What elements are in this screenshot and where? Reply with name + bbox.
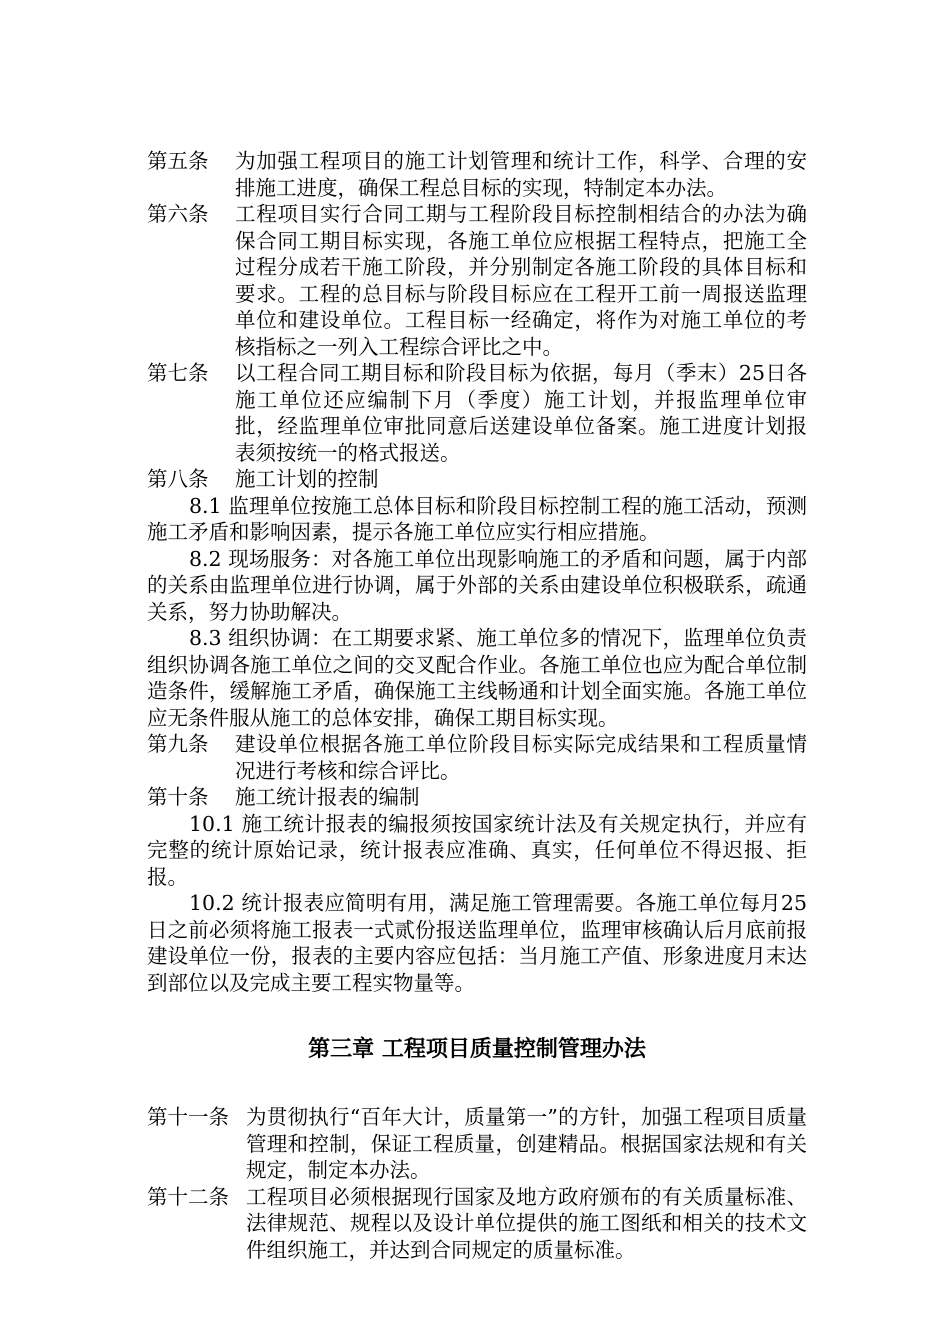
article-label: 第十一条: [147, 1105, 229, 1129]
article-9: [147, 731, 807, 784]
article-11: [147, 1104, 807, 1184]
article-label: 第九条: [147, 732, 209, 756]
article-12: [147, 1184, 807, 1264]
article-text: 建设单位根据各施工单位阶段目标实际完成结果和工程质量情况进行考核和综合评比。: [235, 732, 807, 783]
article-8: [147, 466, 807, 493]
article-5: [147, 148, 807, 201]
clause-8-1: 8.1 监理单位按施工总体目标和阶段目标控制工程的施工活动，预测施工矛盾和影响因素，提示各施工单位应实行相应措施。: [147, 493, 807, 544]
clause-8-3: 8.3 组织协调：在工期要求紧、施工单位多的情况下，监理单位负责组织协调各施工单位之间的交叉配合作业。各施工单位也应为配合单位制造条件，缓解施工矛盾，确保施工主线畅通和计划全面实施。各施工单位应无条件服从施工的总体安排，确保工期目标实现。: [147, 626, 807, 730]
clause-10-2: 10.2 统计报表应简明有用，满足施工管理需要。各施工单位每月25日之前必须将施工报表一式贰份报送监理单位，监理审核确认后月底前报建设单位一份，报表的主要内容应包括：当月施工产值、形象进度月末达到部位以及完成主要工程实物量等。: [147, 891, 807, 995]
clause-10-1: 10.1 施工统计报表的编报须按国家统计法及有关规定执行，并应有完整的统计原始记录，统计报表应准确、真实，任何单位不得迟报、拒报。: [147, 811, 807, 889]
chapter-title: 第三章 工程项目质量控制管理办法: [308, 1037, 646, 1062]
article-label: 第十条: [147, 785, 209, 809]
article-text: 以工程合同工期目标和阶段目标为依据，每月（季末）25日各施工单位还应编制下月（季度）施工计划，并报监理单位审批，经监理单位审批同意后送建设单位备案。施工进度计划报表须按统一的格式报送。: [235, 361, 807, 465]
article-text: 为贯彻执行“百年大计，质量第一”的方针，加强工程项目质量管理和控制，保证工程质量，创建精品。根据国家法规和有关规定，制定本办法。: [246, 1105, 807, 1182]
article-label: 第八条: [147, 467, 209, 491]
article-text: 为加强工程项目的施工计划管理和统计工作，科学、合理的安排施工进度，确保工程总目标的实现，特制定本办法。: [235, 149, 807, 200]
article-text: 施工计划的控制: [235, 467, 379, 491]
article-text: 工程项目实行合同工期与工程阶段目标控制相结合的办法为确保合同工期目标实现，各施工单位应根据工程特点，把施工全过程分成若干施工阶段，并分别制定各施工阶段的具体目标和要求。工程的总目标与阶段目标应在工程开工前一周报送监理单位和建设单位。工程目标一经确定，将作为对施工单位的考核指标之一列入工程综合评比之中。: [235, 202, 807, 359]
document-page: [147, 148, 807, 1263]
article-text: 工程项目必须根据现行国家及地方政府颁布的有关质量标准、法律规范、规程以及设计单位提供的施工图纸和相关的技术文件组织施工，并达到合同规定的质量标准。: [246, 1184, 807, 1262]
clause-8-2: 8.2 现场服务：对各施工单位出现影响施工的矛盾和问题，属于内部的关系由监理单位进行协调，属于外部的关系由建设单位积极联系，疏通关系，努力协助解决。: [147, 546, 807, 624]
article-label: 第六条: [147, 202, 209, 226]
article-7: [147, 360, 807, 466]
article-label: 第五条: [147, 149, 209, 173]
article-6: [147, 201, 807, 360]
article-text: 施工统计报表的编制: [235, 785, 420, 809]
article-10: [147, 784, 807, 811]
article-label: 第七条: [147, 361, 209, 385]
article-label: 第十二条: [147, 1184, 229, 1209]
